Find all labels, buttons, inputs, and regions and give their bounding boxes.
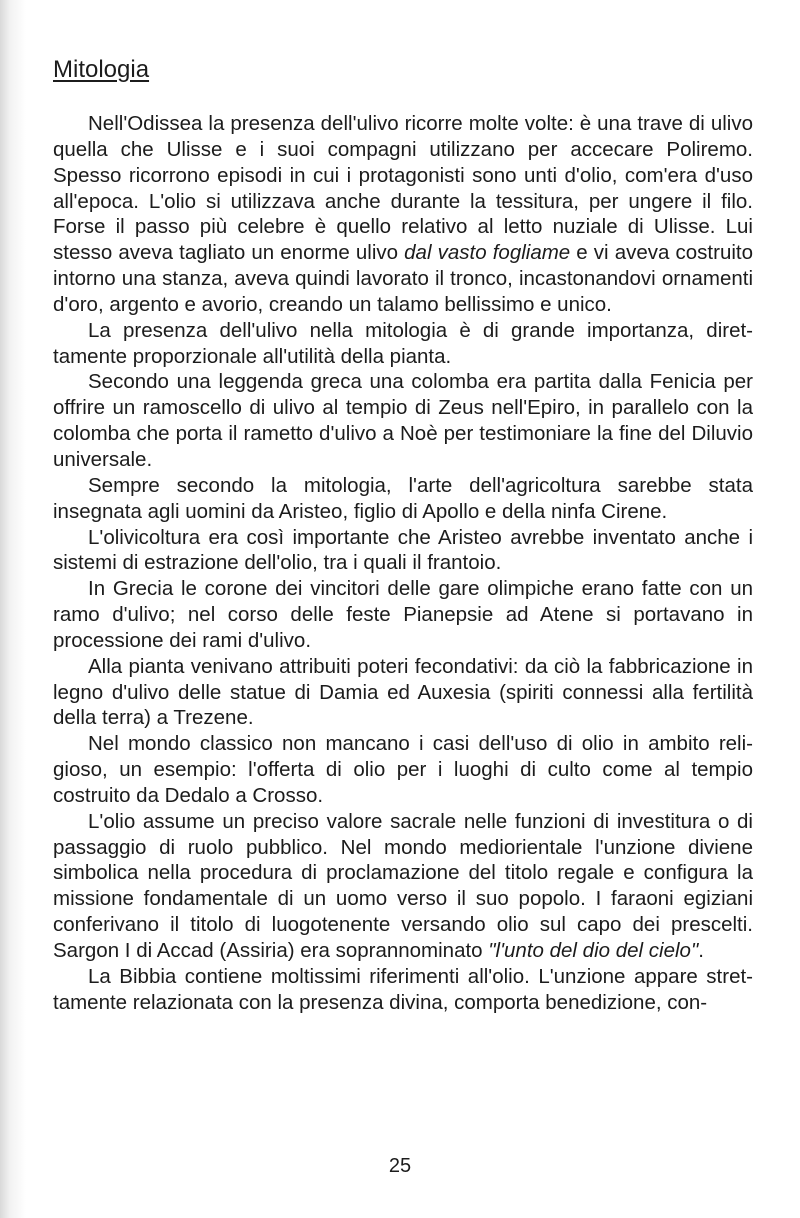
paragraph-1-italic: dal vasto fogliame <box>404 241 571 265</box>
body-text <box>53 111 753 1016</box>
paragraph-9-italic: "l'unto del dio del cielo" <box>488 939 699 962</box>
paragraph-5: L'olivicoltura era così importante che Aristeo avrebbe inventato anche i sistemi di estrazione dell'olio, tra i quali il frantoio. <box>53 525 753 575</box>
page-number: 25 <box>388 1155 412 1177</box>
paragraph-2: La presenza dell'ulivo nella mitologia è di grande importanza, direttamente proporzionale all'utilità della pianta. <box>53 318 753 368</box>
paragraph-6: In Grecia le corone dei vincitori delle gare olimpiche erano fatte con un ramo d'ulivo; nel corso delle feste Pianepsie ad Atene si portavano in processione dei rami d'ulivo. <box>53 577 753 652</box>
section-heading: Mitologia <box>53 56 150 83</box>
paragraph-1-text-a: Nell'Odissea la presenza dell'ulivo ricorre molte volte: è una trave di ulivo quella che Ulisse e i suoi compagni utilizzano per accecare Poliremo. Spesso ricorrono episodi in cui i protagonisti sono unti d'olio, com'era d'uso all'epoca. L'olio si utilizzava anche durante la tessitura, per ungere il filo. Forse il passo più celebre è quello relativo al letto nuziale di Ulisse. Lui stesso aveva tagliato un enorme ulivo <box>53 112 753 265</box>
paragraph-9 <box>53 809 753 964</box>
paragraph-9-text-b: . <box>698 939 704 962</box>
paragraph-4: Sempre secondo la mitologia, l'arte dell'agricoltura sarebbe stata insegnata agli uomini da Aristeo, figlio di Apollo e della ninfa Cirene. <box>53 473 753 523</box>
paragraph-7: Alla pianta venivano attribuiti poteri fecondativi: da ciò la fabbricazione in legno d'ulivo delle statue di Damia ed Auxesia (spiriti connessi alla fertilità della terra) a Trezene. <box>53 654 753 730</box>
paragraph-1-text-b: e vi aveva costruito intorno una stanza, aveva quindi lavorato il tronco, incastonandovi ornamenti d'oro, argento e avorio, creando un talamo bellissimo e unico. <box>53 241 754 316</box>
paragraph-8: Nel mondo classico non mancano i casi dell'uso di olio in ambito religioso, un esempio: l'offerta di olio per i luoghi di culto come al tempio costruito da Dedalo a Crosso. <box>53 732 753 807</box>
paragraph-10: La Bibbia contiene moltissimi riferimenti all'olio. L'unzione appare strettamente relazionata con la presenza divina, comporta benedizione, con- <box>53 964 753 1014</box>
paragraph-9-text-a: L'olio assume un preciso valore sacrale nelle funzioni di investitura o di passaggio di ruolo pubblico. Nel mondo mediorientale l'unzione diviene simbolica nella procedura di proclamazione del titolo regale e configura la missione fondamentale di un uomo verso il suo popolo. I faraoni egiziani conferivano il titolo di luogotenente versando olio sul capo dei prescelti. Sargon I di Accad (Assiria) era soprannominato <box>53 809 753 962</box>
paragraph-1 <box>53 111 753 318</box>
paragraph-3: Secondo una leggenda greca una colomba era partita dalla Fenicia per offrire un ramoscello di ulivo al tempio di Zeus nell'Epiro, in parallelo con la colomba che porta il rametto d'ulivo a Noè per testimoniare la fine del Diluvio universale. <box>53 370 753 471</box>
